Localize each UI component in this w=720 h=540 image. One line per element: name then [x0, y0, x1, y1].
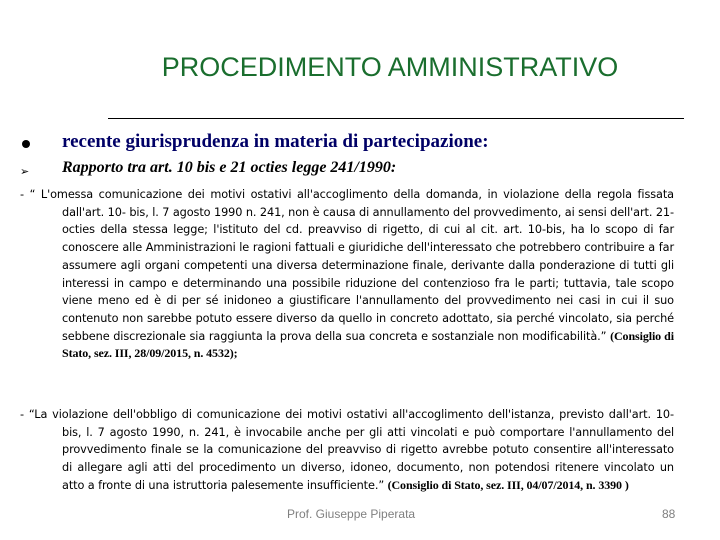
- bullet-dot-icon: [22, 140, 30, 148]
- quote-text-1: - “ L'omessa comunicazione dei motivi ostativi all'accoglimento della domanda, in violazione della regola fissata dall'art. 10- bis, l. 7 agosto 1990 n. 241, non è causa di annullamento del provvedimento, ai sensi dell'art. 21- octies della stessa legge; l'istituto del cd. preavviso di rigetto, di cui al cit. art. 10-bis, ha lo scopo di far conoscere alle Amministrazioni le ragioni fattuali e giuridiche dell'interessato che potrebbero contribuire a far assumere agli organi competenti una diversa determinazione finale, derivante dalla ponderazione di tutti gli interessi in campo e determinando una possibile riduzione del contenzioso fra le parti; tuttavia, tale scopo viene meno ed è di per sé inidoneo a giustificare l'annullamento del provvedimento nei casi in cui il suo contenuto non sarebbe potuto essere diverso da quello in concreto adottato, sia perché vincolato, sia perché sebbene discrezionale sia raggiunta la prova della sua concreta e sostanziale non modificabilità.”: [20, 188, 674, 343]
- title-divider: [108, 118, 684, 119]
- page-number: 88: [662, 507, 676, 521]
- slide-title: PROCEDIMENTO AMMINISTRATIVO: [161, 52, 619, 82]
- quote-citation-2: (Consiglio di Stato, sez. III, 04/07/2014, n. 3390 ): [387, 477, 629, 492]
- arrow-bullet-icon: ➢: [20, 165, 30, 178]
- section-heading: recente giurisprudenza in materia di partecipazione:: [62, 131, 489, 152]
- quote-citation-1: (Consiglio di Stato, sez. III, 28/09/2015, n. 4532);: [62, 328, 674, 361]
- footer-author: Prof. Giuseppe Piperata: [287, 507, 416, 521]
- sub-heading: Rapporto tra art. 10 bis e 21 octies legge 241/1990:: [62, 159, 397, 176]
- quote-text-2: - “La violazione dell'obbligo di comunicazione dei motivi ostativi all'accoglimento dell'istanza, previsto dall'art. 10-bis, l. 7 agosto 1990, n. 241, è invocabile anche per gli atti vincolati e può comportare l'annullamento del provvedimento finale se la comunicazione del preavviso di rigetto avrebbe potuto consentire all'interessato di allegare agli atti del procedimento un diverso, idoneo, documento, non potendosi ritenere vincolato un atto a fronte di una istruttoria palesemente insufficiente.”: [20, 408, 674, 492]
- quote-paragraph-2: [20, 406, 674, 495]
- quote-paragraph-1: [20, 186, 674, 363]
